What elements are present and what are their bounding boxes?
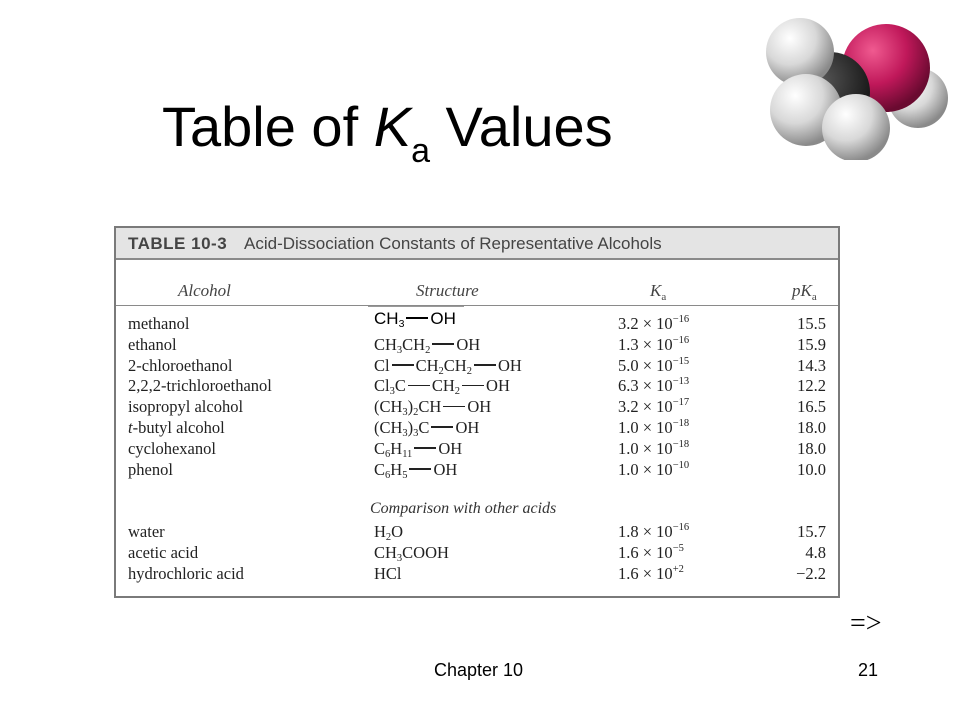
ka-value: $1.6 \times 10^{+2}$ [618,563,684,583]
title-k: K [373,95,412,158]
alcohol-name: t-butyl alcohol [128,417,225,437]
pka-value: 12.2 [797,376,826,396]
pka-value: 15.5 [797,314,826,333]
alcohol-rows [116,309,838,481]
column-alcohol: Alcohol [178,281,231,300]
structure-formula: $(CH_3)_2CH$ OH [374,397,492,419]
title-suffix: Values [429,95,613,158]
ka-value: $1.6 \times 10^{-5}$ [618,542,684,562]
ka-value: $1.0 \times 10^{-18}$ [618,438,690,458]
ka-value: $3.2 \times 10^{-17}$ [618,397,690,417]
table-row [116,376,838,397]
acid-name: hydrochloric acid [128,563,244,583]
hydrogen-atom [822,94,890,160]
table-row [116,356,838,377]
table-caption: Acid-Dissociation Constants of Representative Alcohols [244,234,662,253]
structure-formula: $C_6H_5$ OH [374,459,458,481]
ka-value: $5.0 \times 10^{-15}$ [618,355,690,375]
pka-value: 18.0 [797,438,826,458]
structure-formula: $CH_3$ OH [368,306,464,334]
alcohol-name: 2,2,2-trichloroethanol [128,376,272,396]
column-headers [116,273,838,306]
column-pka: $pK_a$ [792,281,817,303]
table-row [116,460,838,481]
footer-page-number: 21 [858,660,879,680]
structure-formula: HCl [374,563,402,583]
alcohol-name: 2-chloroethanol [128,355,233,375]
pka-value: −2.2 [796,563,826,583]
table-number: TABLE 10-3 [128,234,228,253]
pka-value: 4.8 [805,542,826,562]
alcohol-name: cyclohexanol [128,438,216,458]
column-structure: Structure [416,281,479,300]
pka-value: 15.9 [797,334,826,354]
slide-title [162,92,613,170]
structure-formula: $Cl_3C$ $CH_2$ OH [374,376,510,398]
alcohol-name: ethanol [128,334,177,354]
table-header [116,228,838,260]
table-row [116,335,838,356]
table-row [116,543,838,564]
pka-value: 10.0 [797,459,826,479]
ka-table [114,226,840,598]
alcohol-name: isopropyl alcohol [128,397,244,417]
structure-formula: $CH_3COOH$ [374,542,449,564]
footer-chapter: Chapter 10 [434,660,524,680]
pka-value: 14.3 [797,355,826,375]
structure-formula: $C_6H_{11}$ OH [374,438,463,460]
pka-value: 16.5 [797,397,826,417]
structure-formula: $(CH_3)_3C$ OH [374,417,480,439]
pka-value: 15.7 [797,522,826,541]
acid-name: water [128,522,165,541]
table-row [116,564,838,585]
column-ka: $K_a$ [650,281,667,303]
pka-value: 18.0 [797,417,826,437]
table-row [116,439,838,460]
ka-value: $6.3 \times 10^{-13}$ [618,376,690,396]
table-row [116,418,838,439]
structure-formula: $H_2O$ [374,522,404,543]
methanol-space-filling-model-icon [758,10,950,160]
title-prefix: Table of [162,95,374,158]
ka-value: $1.8 \times 10^{-16}$ [618,522,690,541]
title-subscript: a [411,132,430,170]
ka-value: $1.3 \times 10^{-16}$ [618,334,690,354]
ka-value: $1.0 \times 10^{-18}$ [618,417,690,437]
ka-value: $3.2 \times 10^{-16}$ [618,314,690,333]
structure-formula: $CH_3CH_2$ OH [374,334,481,356]
comparison-label: Comparison with other acids [370,500,557,517]
table-row [116,309,838,335]
table-row [116,397,838,418]
comparison-rows [116,522,838,584]
table-row [116,522,838,543]
next-slide-arrow[interactable]: => [850,608,882,639]
structure-formula: Cl $CH_2CH_2$ OH [374,355,522,377]
acid-name: acetic acid [128,542,199,562]
alcohol-name: phenol [128,459,173,479]
alcohol-name: methanol [128,314,190,333]
ka-value: $1.0 \times 10^{-10}$ [618,459,690,479]
